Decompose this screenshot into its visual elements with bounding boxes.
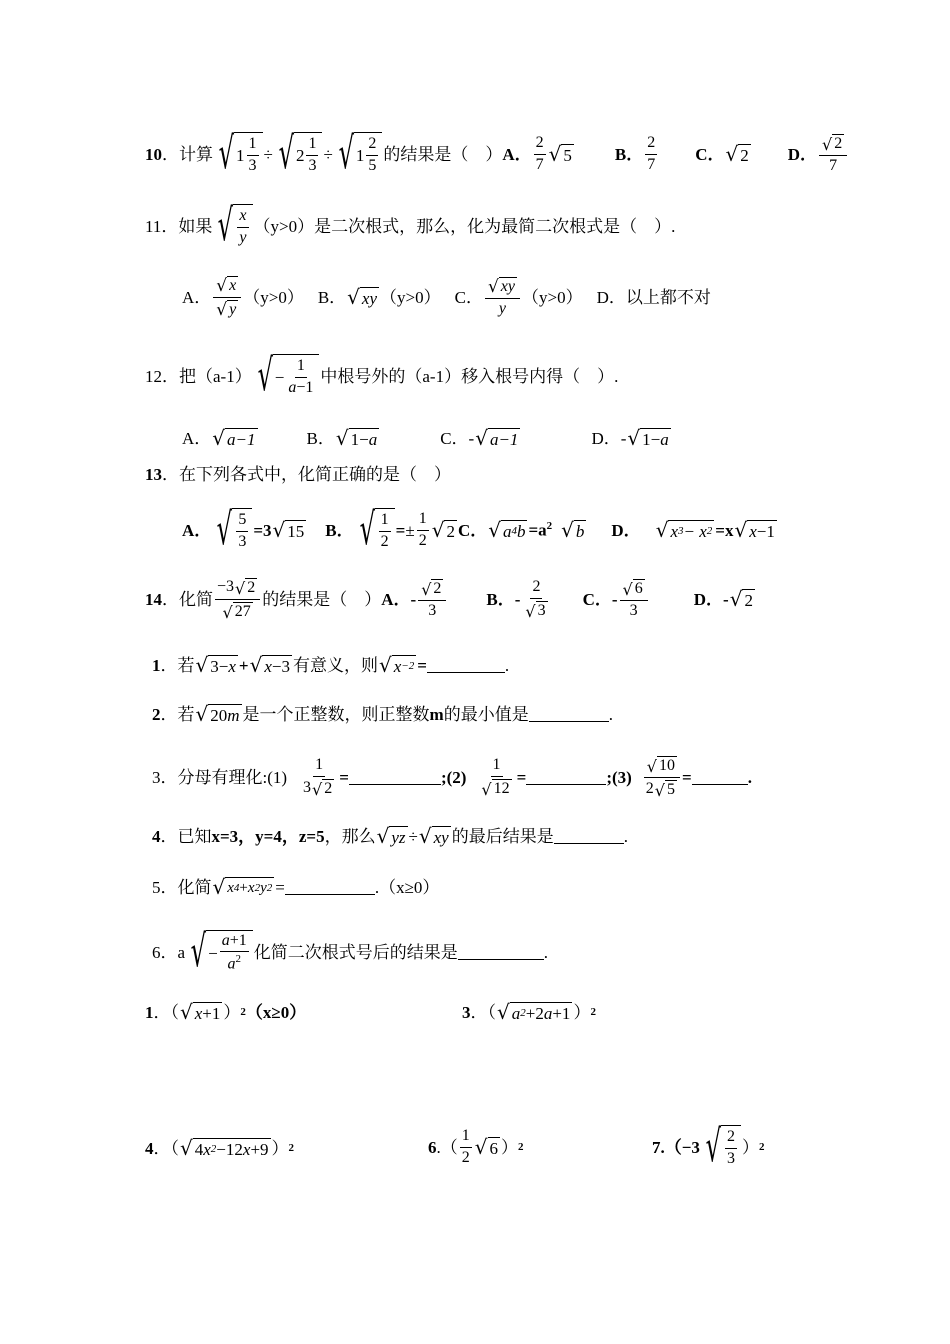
question-number: 13 <box>145 465 162 484</box>
radical: √ 1− a <box>627 426 669 450</box>
radical: √ yz <box>376 824 406 848</box>
question-text: ．把（a-1） <box>162 366 252 386</box>
answer-blank[interactable] <box>526 770 606 785</box>
compute-question-6 <box>428 1128 524 1167</box>
question-text: 是一个正整数，则正整数 <box>242 704 430 724</box>
fraction: √ x √ y <box>213 276 241 319</box>
radical: √ x +1 <box>180 1000 221 1024</box>
radical: √ x 3 − x 2 <box>655 518 713 542</box>
option-a-label: A． <box>502 144 532 164</box>
question-number: 12 <box>145 366 162 386</box>
radical: √ b <box>561 518 585 542</box>
radical: √ 5 <box>548 142 572 166</box>
answer-blank[interactable] <box>427 658 505 673</box>
question-text: ．已知 <box>160 826 212 846</box>
fill-question-3: 3 ．分母有理化:(1) 1 3 √ 2 = ;(2) 1 √ 12 = ;(3) √ 10 2 √ 5 = . <box>152 756 752 800</box>
radical: √ 1 $\frac{1}{3}$ <box>214 132 263 176</box>
option-a-label: A．- <box>381 589 417 609</box>
fill-question-6: 6 ．a √ − $\frac{a+1}{a^2}$ 化简二次根式号后的结果是 . <box>152 926 548 977</box>
option-a-label: A． <box>182 428 212 448</box>
part-2-label: ;(2) <box>440 767 467 787</box>
fraction: √ 2 3 <box>418 579 446 620</box>
open-paren: .（−3 <box>660 1137 700 1157</box>
radical: √ $\frac{2}{3}$ <box>701 1125 741 1169</box>
condition: （y>0） <box>522 287 583 307</box>
radical: √ 2 <box>729 587 753 612</box>
fraction: 2 √ 3 <box>525 578 546 621</box>
option-b-label: B． <box>306 428 335 448</box>
radical: √ 20 m <box>195 702 240 726</box>
question-number: 5 <box>152 877 161 897</box>
fraction: √ 2 7 <box>819 134 847 175</box>
option-d-label: D． <box>611 520 641 540</box>
close-paren: ） <box>223 1002 241 1022</box>
question-13-options: A． √ $\frac{5}{3}$ =3 √ 15 B． √ $\frac{1}{2}$ = ± $\frac{1}{2}$ √ 2 C． √ a 4 b $=a^2$ √ b D． √ x 3 − x 2 =x √ x −1 <box>182 504 775 555</box>
question-text: 有意义，则 <box>292 655 378 675</box>
close-paren: ） <box>271 1138 289 1158</box>
condition: （y>0） <box>243 287 304 307</box>
option-b-label: B． <box>317 287 347 307</box>
question-number: 10 <box>145 144 162 164</box>
open-paren: .（ <box>436 1137 458 1157</box>
equals: = <box>275 877 285 897</box>
radical: √ x −2 <box>378 653 415 677</box>
fill-question-1: 1 ．若 √ 3− x + √ x −3 有意义，则 √ x −2 = . <box>152 653 510 677</box>
option-c-label: C．- <box>440 428 475 448</box>
radical: √ x 4 + x 2 y 2 <box>212 875 273 899</box>
exponent: 2 <box>240 1005 246 1018</box>
question-14 <box>145 578 756 621</box>
condition: （x≥0） <box>245 1002 307 1022</box>
radical: √ 4 x 2 −12 x +9 <box>180 1136 269 1160</box>
question-number: 4 <box>152 826 161 846</box>
option-d-label: D．- <box>693 589 729 609</box>
condition: （y>0） <box>380 287 441 307</box>
option-d-label: D． <box>787 144 818 164</box>
question-text: 的最小值是 <box>443 704 529 724</box>
given-values: x=3，y=4，z=5 <box>211 826 325 846</box>
question-text: ．如果 <box>161 216 213 236</box>
option-d-label: D．以上都不对 <box>596 287 711 307</box>
question-number: 7 <box>652 1137 661 1157</box>
question-text: 的结果是（ ） <box>262 589 382 609</box>
compute-question-7 <box>652 1121 765 1172</box>
option-b-label: B． <box>614 144 644 164</box>
exponent: 2 <box>288 1141 295 1154</box>
option-a-label: A． <box>182 520 212 540</box>
question-number: 4 <box>145 1138 154 1158</box>
radical: √ $\frac{1}{2}$ <box>355 508 395 552</box>
question-text: ．化简 <box>160 877 212 897</box>
close-paren: ） <box>573 1002 591 1022</box>
question-text: 的结果是（ ） <box>383 144 503 164</box>
exponent: 2 <box>758 1140 765 1153</box>
variable-m: m <box>429 704 444 724</box>
exponent: 2 <box>518 1140 524 1153</box>
radical: √ a −1 <box>212 426 256 450</box>
question-number: 1 <box>145 1002 154 1022</box>
answer-blank[interactable] <box>554 829 624 844</box>
answer-blank[interactable] <box>692 770 748 785</box>
option-c-label: C． <box>695 144 725 164</box>
question-text: ．在下列各式中，化简正确的是（ ） <box>162 465 451 484</box>
radical: √ − $\frac{1}{a-1}$ <box>253 354 320 398</box>
condition: .（x≥0） <box>374 877 440 897</box>
fraction: √ xy y <box>485 277 520 318</box>
radical: √ 3− x <box>195 653 236 677</box>
question-number: 3 <box>152 767 161 787</box>
fraction: √ 10 2 √ 5 <box>644 756 680 799</box>
option-c-label: C． <box>454 287 483 307</box>
option-b-label: B．- <box>486 589 521 609</box>
question-text: ．分母有理化:(1) <box>160 767 288 787</box>
answer-blank[interactable] <box>458 945 544 960</box>
question-number: 14 <box>145 589 162 609</box>
fill-question-5 <box>152 877 439 897</box>
question-number: 6 <box>152 942 161 962</box>
option-c-label: C．- <box>582 589 618 609</box>
fraction: √ 6 3 <box>620 579 648 620</box>
question-text: ．化简 <box>162 589 213 609</box>
radical: √ 15 <box>272 518 305 542</box>
fraction: $\frac{2}{7}$ <box>535 133 544 173</box>
radical: √ a 4 b <box>488 518 526 542</box>
question-number: 2 <box>152 704 161 724</box>
radical: √ 2 <box>725 142 749 166</box>
question-12 <box>145 350 619 401</box>
radical: √ 2 <box>431 518 455 542</box>
option-b-label: B． <box>325 520 354 540</box>
answer-blank[interactable] <box>285 880 375 895</box>
close-paren: ） <box>741 1137 759 1157</box>
open-paren: ．（ <box>153 1138 179 1158</box>
close-paren: ） <box>501 1137 518 1157</box>
option-c-label: C． <box>457 520 488 540</box>
radical: √ xy <box>418 824 449 848</box>
question-12-options <box>182 428 672 448</box>
answer-blank[interactable] <box>529 707 609 722</box>
open-paren: ．（ <box>153 1002 179 1022</box>
compute-question-4 <box>145 1138 294 1158</box>
answer-blank[interactable] <box>349 770 441 785</box>
question-text: ．若 <box>160 655 195 675</box>
radical: √ x −3 <box>249 653 290 677</box>
question-text: 的最后结果是 <box>451 826 554 846</box>
radical: √ $\frac{5}{3}$ <box>212 508 252 552</box>
question-11 <box>145 200 676 251</box>
fraction: 1 3 √ 2 <box>303 756 333 799</box>
question-number: 1 <box>152 655 161 675</box>
fraction: 1 √ 12 <box>481 756 510 799</box>
radical: √ − $\frac{a+1}{a^2}$ <box>186 930 253 974</box>
fraction: −3 √ 2 √ 27 <box>215 578 260 621</box>
open-paren: ．（ <box>470 1002 496 1022</box>
question-text: ，那么 <box>324 826 376 846</box>
question-11-options <box>182 276 711 319</box>
question-number: 6 <box>428 1137 437 1157</box>
radical: √ xy <box>347 285 378 310</box>
radical: √ $\frac{x}{y}$ <box>213 204 252 248</box>
fraction: $\frac{1}{2}$ <box>461 1127 470 1166</box>
compute-question-1 <box>145 1002 306 1022</box>
option-d-label: D．- <box>591 428 627 448</box>
question-number: 3 <box>462 1002 471 1022</box>
question-text: ．若 <box>160 704 195 724</box>
radical: √ a −1 <box>475 426 519 450</box>
fill-question-2: 2 ．若 √ 20 m 是一个正整数，则正整数 m 的最小值是 . <box>152 702 613 726</box>
fill-question-4: 4 ．已知 x=3，y=4，z=5 ，那么 √ yz ÷ √ xy 的最后结果是 . <box>152 824 628 848</box>
question-13 <box>145 466 451 483</box>
part-3-label: ;(3) <box>606 767 632 787</box>
radical: √ 1 $\frac{2}{5}$ <box>334 132 383 176</box>
question-text: ．a <box>160 942 186 962</box>
radical: √ a 2 +2 a +1 <box>497 1000 571 1024</box>
question-10: 10 ．计算 √ 1 $\frac{1}{3}$ ÷ √ 2 $\frac{1}{3}$ ÷ √ 1 $\frac{2}{5}$ 的结果是（ ） A． $\frac{2}{7}$ √ 5 B． $\frac{2}{7}$ C． √ 2 D． √ 2 7 <box>145 132 849 176</box>
equals: = <box>417 655 427 675</box>
radical: √ 2 $\frac{1}{3}$ <box>274 132 323 176</box>
question-number: 11 <box>145 216 162 236</box>
question-text: ．计算 <box>162 144 213 164</box>
compute-question-3 <box>462 1002 596 1022</box>
question-text: （y>0）是二次根式，那么，化为最简二次根式是（ ）. <box>253 216 676 236</box>
radical: √ x −1 <box>734 518 775 542</box>
radical: √ 6 <box>474 1135 498 1160</box>
question-text: 中根号外的（a-1）移入根号内得（ ）. <box>320 366 619 386</box>
fraction: $\frac{2}{7}$ <box>647 133 656 173</box>
exponent: 2 <box>590 1005 596 1018</box>
option-a-label: A． <box>182 287 212 307</box>
radical: √ 1− a <box>335 426 378 450</box>
question-text: 化简二次根式号后的结果是 <box>253 942 458 962</box>
